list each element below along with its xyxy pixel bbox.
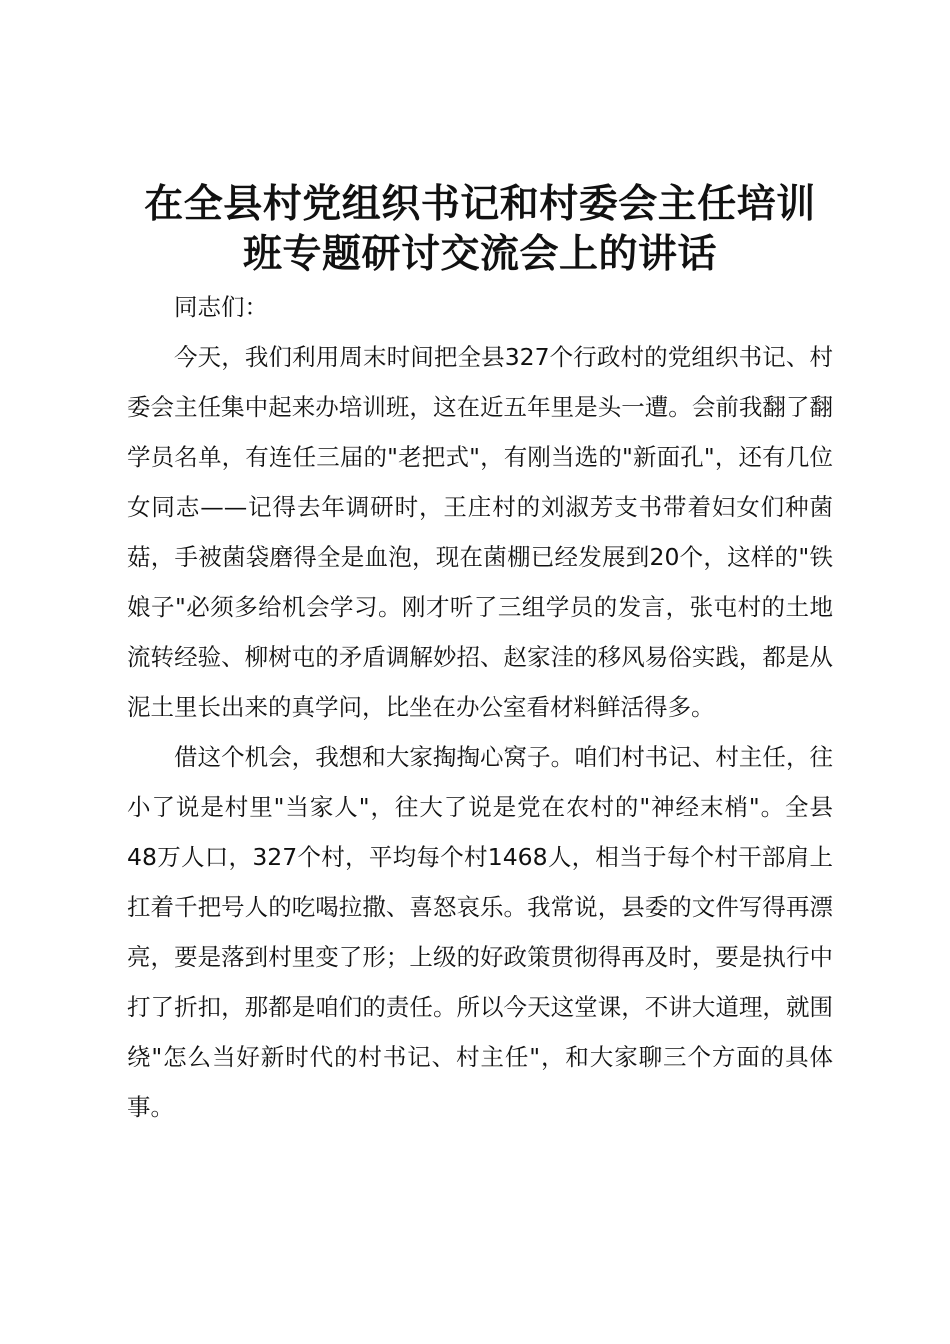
document-title: 在全县村党组织书记和村委会主任培训班专题研讨交流会上的讲话 [144,182,816,277]
paragraph-2: 借这个机会，我想和大家掏掏心窝子。咱们村书记、村主任，往小了说是村里"当家人"，往大了说是党在农村的"神经末梢"。全县48万人口，327个村，平均每个村1468人，相当于每个村干部肩上扛着千把号人的吃喝拉撒、喜怒哀乐。我常说，县委的文件写得再漂亮，要是落到村里变了形；上级的好政策贯彻得再及时，要是执行中打了折扣，那都是咱们的责任。所以今天这堂课，不讲大道理，就围绕"怎么当好新时代的村书记、村主任"，和大家聊三个方面的具体事。 [127,743,833,1121]
salutation: 同志们： [174,293,268,321]
paragraph-1: 今天，我们利用周末时间把全县327个行政村的党组织书记、村委会主任集中起来办培训班，这在近五年里是头一遭。会前我翻了翻学员名单，有连任三届的"老把式"，有刚当选的"新面孔"，还有几位女同志——记得去年调研时，王庄村的刘淑芳支书带着妇女们种菌菇，手被菌袋磨得全是血泡，现在菌棚已经发展到20个，这样的"铁娘子"必须多给机会学习。刚才听了三组学员的发言，张屯村的土地流转经验、柳树屯的矛盾调解妙招、赵家洼的移风易俗实践，都是从泥土里长出来的真学问，比坐在办公室看材料鲜活得多。 [127,343,833,721]
document-body [127,180,833,1132]
